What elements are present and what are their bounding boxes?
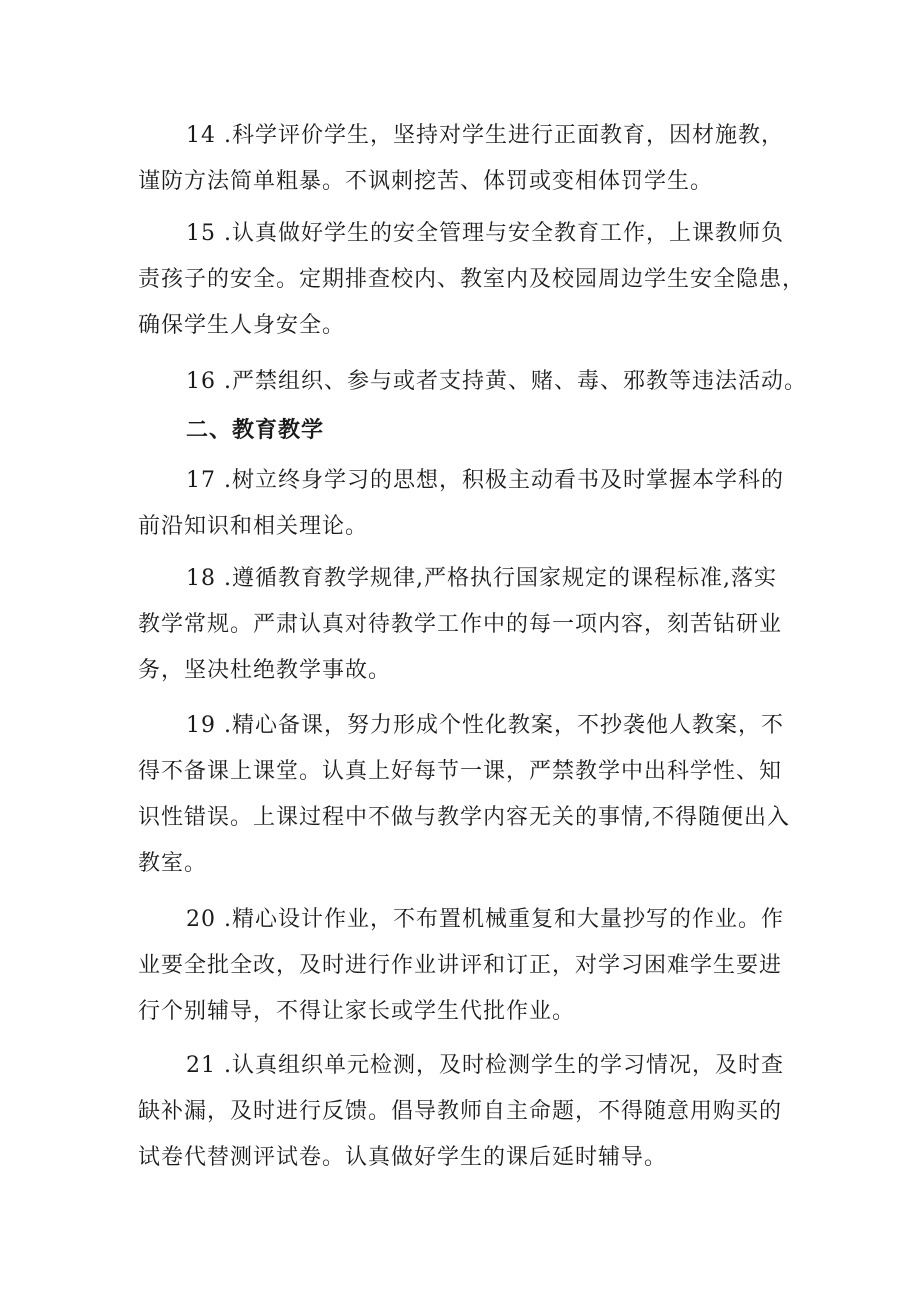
text-line: 教学常规。严肃认真对待教学工作中的每一项内容，刻苦钻研业 (138, 612, 783, 637)
text-line: 前沿知识和相关理论。 (138, 514, 369, 539)
text-line: 18 .遵循教育教学规律,严格执行国家规定的课程标准,落实 (186, 566, 777, 591)
section-heading: 二、教育教学 (186, 418, 325, 443)
text-line: 20 .精心设计作业，不布置机械重复和大量抄写的作业。作 (186, 907, 784, 932)
text-line: 业要全批全改，及时进行作业讲评和订正，对学习困难学生要进 (138, 953, 783, 978)
text-line: 谨防方法简单粗暴。不讽刺挖苦、体罚或变相体罚学生。 (138, 169, 714, 194)
paragraph-item-20 (138, 897, 798, 1035)
text-line: 16 .严禁组织、参与或者支持黄、赌、毒、邪教等违法活动。 (186, 369, 807, 394)
text-line: 21 .认真组织单元检测，及时检测学生的学习情况，及时查 (186, 1053, 784, 1078)
text-line: 试卷代替测评试卷。认真做好学生的课后延时辅导。 (138, 1145, 668, 1170)
paragraph-item-18 (138, 556, 798, 694)
text-line: 责孩子的安全。定期排查校内、教室内及校园周边学生安全隐患， (138, 267, 806, 292)
text-line: 14 .科学评价学生，坚持对学生进行正面教育，因材施教， (186, 123, 784, 148)
text-line: 缺补漏，及时进行反馈。倡导教师自主命题，不得随意用购买的 (138, 1099, 783, 1124)
text-line: 识性错误。上课过程中不做与教学内容无关的事情,不得随便出入 (138, 805, 790, 830)
paragraph-item-16 (138, 359, 807, 405)
text-line: 15 .认真做好学生的安全管理与安全教育工作，上课教师负 (186, 221, 784, 246)
paragraph-item-15 (138, 211, 806, 349)
paragraph-item-17 (138, 458, 798, 550)
text-line: 行个别辅导，不得让家长或学生代批作业。 (138, 999, 576, 1024)
text-line: 务，坚决杜绝教学事故。 (138, 658, 392, 683)
text-line: 得不备课上课堂。认真上好每节一课，严禁教学中出科学性、知 (138, 759, 783, 784)
paragraph-item-14 (138, 113, 798, 205)
paragraph-item-19 (138, 703, 798, 887)
text-line: 19 .精心备课，努力形成个性化教案，不抄袭他人教案，不 (186, 713, 784, 738)
text-line: 确保学生人身安全。 (138, 313, 346, 338)
text-line: 17 .树立终身学习的思想，积极主动看书及时掌握本学科的 (186, 468, 784, 493)
text-line: 教室。 (138, 851, 208, 876)
paragraph-item-21 (138, 1043, 798, 1181)
